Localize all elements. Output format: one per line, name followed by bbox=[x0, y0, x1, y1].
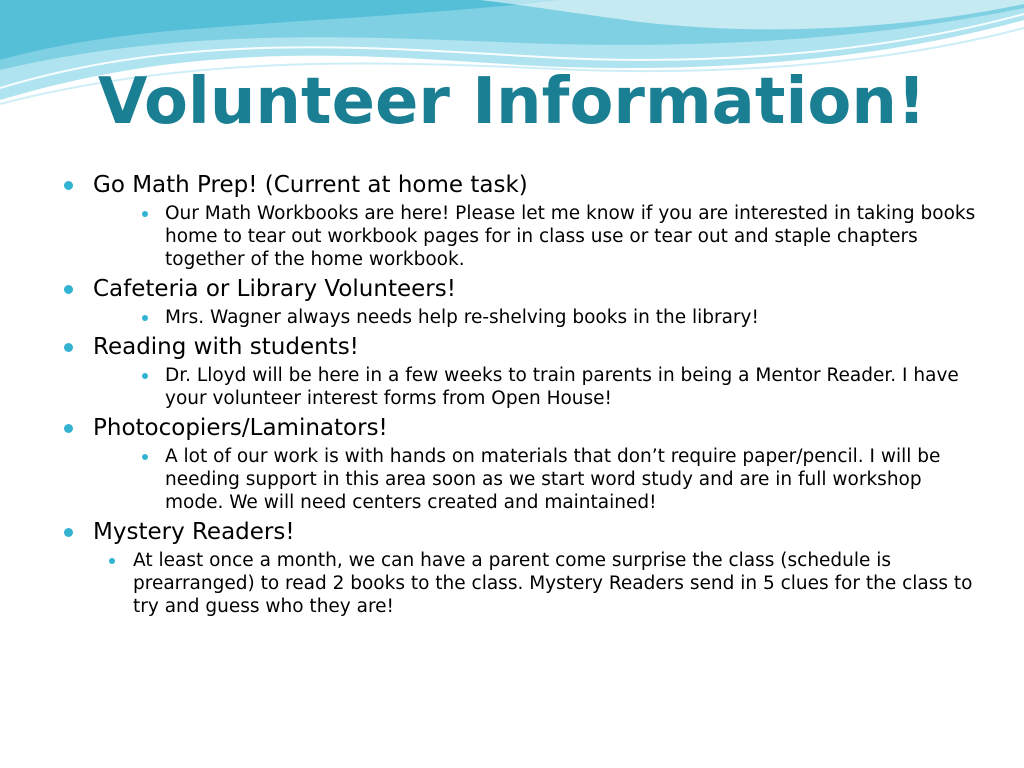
bullet-dot-icon bbox=[109, 558, 115, 564]
bullet-dot-icon bbox=[142, 315, 148, 321]
slide-title: Volunteer Information! bbox=[97, 65, 927, 139]
sub-bullet-text: At least once a month, we can have a parent come surprise the class (schedule is prearranged) to read 2 books to the class. Mystery Readers send in 5 clues for the class to try and guess who they are! bbox=[133, 550, 973, 617]
bullet-cafeteria-library bbox=[62, 274, 982, 304]
sub-bullet-text: Mrs. Wagner always needs help re-shelving books in the library! bbox=[165, 307, 759, 328]
bullet-heading: Cafeteria or Library Volunteers! bbox=[93, 276, 456, 302]
sub-bullet-text: Dr. Lloyd will be here in a few weeks to train parents in being a Mentor Reader. I have your volunteer interest forms from Open House! bbox=[165, 365, 959, 409]
sub-bullet-cafeteria-library bbox=[62, 306, 982, 329]
bullet-go-math-prep bbox=[62, 170, 982, 200]
bullet-dot-icon bbox=[64, 528, 73, 537]
bullet-photocopiers bbox=[62, 413, 982, 443]
bullet-dot-icon bbox=[64, 424, 73, 433]
bullet-dot-icon bbox=[142, 211, 148, 217]
bullet-dot-icon bbox=[142, 373, 148, 379]
bullet-heading: Photocopiers/Laminators! bbox=[93, 415, 388, 441]
bullet-heading: Reading with students! bbox=[93, 334, 359, 360]
bullet-list bbox=[62, 170, 982, 621]
sub-bullet-text: Our Math Workbooks are here! Please let me know if you are interested in taking books home to tear out workbook pages for in class use or tear out and staple chapters together of the home workbook. bbox=[165, 203, 976, 270]
bullet-dot-icon bbox=[142, 454, 148, 460]
sub-bullet-photocopiers bbox=[62, 445, 982, 514]
bullet-dot-icon bbox=[64, 285, 73, 294]
sub-bullet-reading-with-students bbox=[62, 364, 982, 410]
bullet-dot-icon bbox=[64, 181, 73, 190]
bullet-dot-icon bbox=[64, 343, 73, 352]
sub-bullet-text: A lot of our work is with hands on materials that don’t require paper/pencil. I will be needing support in this area soon as we start word study and are in full workshop mode. We will need centers created and maintained! bbox=[165, 446, 941, 513]
bullet-heading: Go Math Prep! (Current at home task) bbox=[93, 172, 528, 198]
bullet-reading-with-students bbox=[62, 332, 982, 362]
bullet-mystery-readers bbox=[62, 517, 982, 547]
bullet-heading: Mystery Readers! bbox=[93, 519, 295, 545]
sub-bullet-mystery-readers bbox=[62, 549, 982, 618]
sub-bullet-go-math-prep bbox=[62, 202, 982, 271]
